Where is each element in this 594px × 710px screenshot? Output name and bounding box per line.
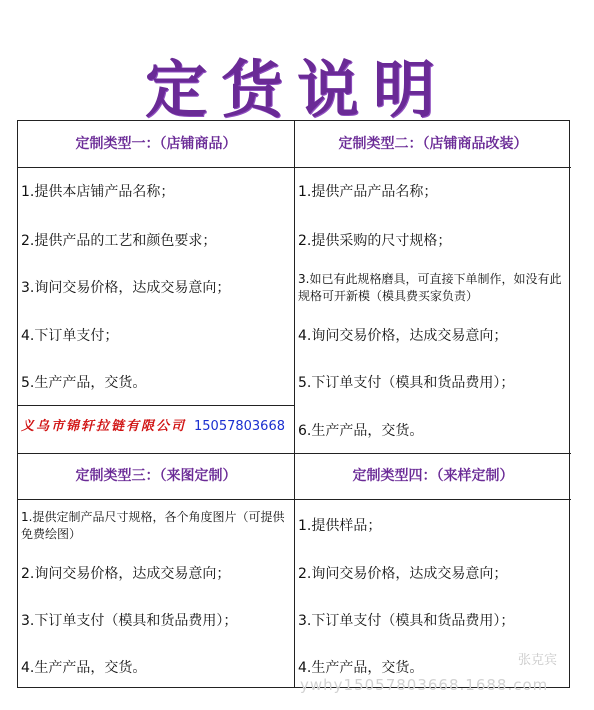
type3-item-1: 1.提供定制产品尺寸规格，各个角度图片（可提供免费绘图） [21, 510, 285, 541]
type2-item-6: 6.生产产品，交货。 [298, 423, 424, 439]
divider [295, 167, 571, 168]
type1-header: 定制类型一：（店铺商品） [75, 136, 237, 152]
type4-item-3: 3.下订单支付（模具和货品费用）； [298, 613, 515, 629]
type1-item-5: 5.生产产品，交货。 [21, 375, 147, 391]
company-contact [21, 417, 285, 437]
type4-item-4: 4.生产产品，交货。 [298, 660, 424, 676]
type2-item-4: 4.询问交易价格，达成交易意向； [298, 328, 508, 344]
divider [18, 405, 294, 406]
type2-header: 定制类型二：（店铺商品改装） [338, 136, 528, 152]
type4-item-1: 1.提供样品； [298, 518, 382, 534]
divider [18, 167, 294, 168]
right-column [294, 121, 571, 687]
divider [295, 499, 571, 500]
type2-item-5: 5.下订单支付（模具和货品费用）； [298, 375, 515, 391]
watermark-name: 张克宾 [518, 653, 558, 668]
type3-header: 定制类型三：（来图定制） [75, 468, 237, 484]
ordering-table [17, 120, 570, 688]
type2-item-1: 1.提供产品产品名称； [298, 184, 438, 200]
divider [18, 499, 294, 500]
company-phone: 15057803668 [194, 419, 285, 434]
page-title: 定货说明 [144, 53, 449, 126]
type3-item-2: 2.询问交易价格，达成交易意向； [21, 566, 231, 582]
type1-item-4: 4.下订单支付； [21, 328, 119, 344]
type4-item-2: 2.询问交易价格，达成交易意向； [298, 566, 508, 582]
type4-header: 定制类型四：（来样定制） [352, 468, 514, 484]
watermark-url: ywhy15057803668.1688.com [300, 676, 549, 694]
type2-item-3: 3.如已有此规格磨具，可直接下单制作，如没有此规格可开新模（模具费买家负责） [298, 272, 562, 303]
type2-item-2: 2.提供采购的尺寸规格； [298, 233, 452, 249]
company-name: 义乌市锦轩拉链有限公司 [21, 419, 187, 434]
type1-item-1: 1.提供本店铺产品名称； [21, 184, 175, 200]
type3-item-4: 4.生产产品，交货。 [21, 660, 147, 676]
type1-item-3: 3.询问交易价格，达成交易意向； [21, 280, 231, 296]
type3-item-3: 3.下订单支付（模具和货品费用）； [21, 613, 238, 629]
type1-item-2: 2.提供产品的工艺和颜色要求； [21, 233, 217, 249]
left-column [18, 121, 294, 687]
